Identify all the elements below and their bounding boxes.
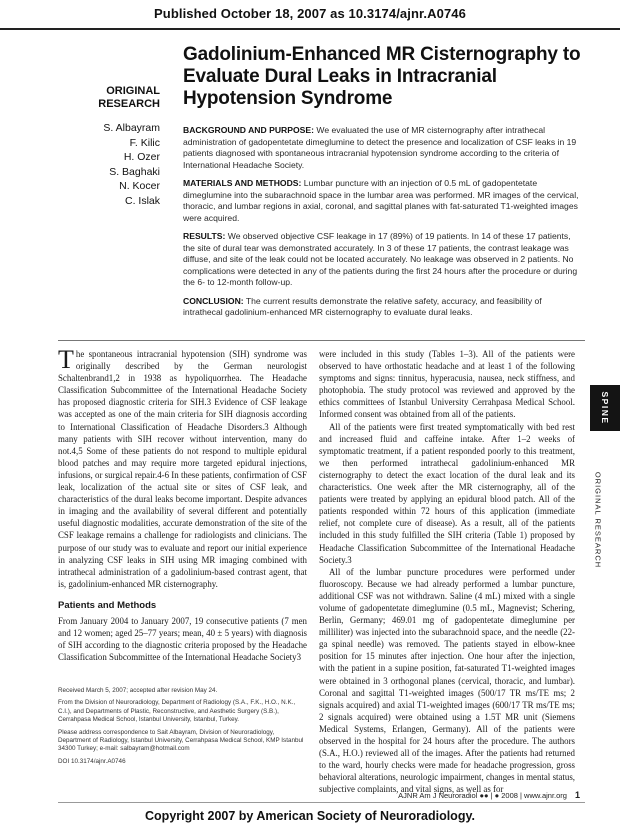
abstract-methods: MATERIALS AND METHODS: Lumbar puncture with an injection of 0.5 mL of gadopentetate dimeglumine into the subarachnoid space in the lumbar area was performed. MR images of the cervical, thoracic, and lumbar regions in axial, coronal, and sagittal planes with fat-saturated T1-weighted images were acquired. [183,178,579,223]
published-header: Published October 18, 2007 as 10.3174/ajnr.A0746 [154,6,466,21]
abstract-background: BACKGROUND AND PURPOSE: We evaluated the use of MR cisternography after intrathecal administration of gadopentetate dimeglumine to detect the presence and localization of CSF leaks in 19 patients diagnosed with spontaneous intracranial hypotension syndrome according to the criteria of International Headache Society. [183,125,577,170]
copyright-notice: Copyright 2007 by American Society of Neuroradiology. [145,809,475,823]
body-paragraph: were included in this study (Tables 1–3). All of the patients were observed to have orthostatic headache and at least 1 of the following symptoms and signs: tinnitus, hyperacusia, nausea, neck stiffness, and photophobia. The study protocol was reviewed and approved by the ethics committees of Istanbul University Cerrahpasa Medical School. Informed consent was obtained from all of the patients. [319,349,575,420]
correspondence-note: Please address correspondence to Sait Albayram, Division of Neuroradiology, Department of Radiology, Istanbul University, Cerrahpasa Medical School, KMP Istanbul 34300 Turkey; e-mail: salbayram@hotmail.com [58,728,304,753]
abstract-heading: BACKGROUND AND PURPOSE: [183,125,314,135]
abstract-heading: MATERIALS AND METHODS: [183,178,302,188]
methods-paragraph: From January 2004 to January 2007, 19 consecutive patients (7 men and 12 women; aged 25–77 years; mean, 40 ± 5 years) with diagnosis of SIH according to the diagnostic criteria proposed by the Headache Classification Subcommittee of the International Headache Society3 [58,615,307,663]
footnotes [58,687,308,770]
author: S. Albayram [103,122,160,134]
author: C. Islak [124,194,160,207]
article-title: Gadolinium-Enhanced MR Cisternography to Evaluate Dural Leaks in Intracranial Hypotension Syndrome [183,44,581,109]
author: N. Kocer [119,180,160,192]
body-column-right [319,348,575,795]
section-tab-spine: SPINE [590,385,620,431]
author: S. Baghaki [109,165,160,178]
doi-note: DOI 10.3174/ajnr.A0746 [58,757,126,765]
footer-rule [58,802,585,803]
received-note: Received March 5, 2007; accepted after revision May 24. [58,687,218,694]
abstract [183,125,583,326]
header-rule [0,28,620,30]
section-label-line-2: RESEARCH [98,98,160,110]
author: F. Kilic [129,136,160,149]
section-label [90,85,160,111]
abstract-results: RESULTS: We observed objective CSF leakage in 17 (89%) of 19 patients. In 14 of these 17 patients, the site of dural tear was demonstrated accurately. In 3 of these 17 patients, the contrast leakage was diffuse, and site of the leak could not be located accurately. No leakage was observed in 2 patients. No complications were detected in any of the patients during the first 24 hours after the procedure or during the 6- to 12-month follow-up. [183,231,578,287]
author-list [90,121,160,208]
page-number: 1 [574,790,580,800]
abstract-heading: CONCLUSION: [183,295,244,306]
abstract-heading: RESULTS: [183,231,226,241]
abstract-divider [58,340,585,341]
author: H. Ozer [123,151,160,163]
body-column-left [58,345,307,663]
abstract-conclusion: CONCLUSION: The current results demonstrate the relative safety, accuracy, and feasibility of intrathecal gadolinium-enhanced MR cisternography to evaluate dural leaks. [183,295,542,317]
body-paragraph: All of the patients were first treated symptomatically with bed rest and increased fluid and caffeine intake. After 1–2 weeks of symptomatic treatment, if a patient responded poorly to this treatment, we then performed intrathecal gadolinium-enhanced MR cisternography to detect the exact location of the dural leak and its characteristics. One week after the MR cisternography, all of the patients were treated by applying an epidural blood patch. All of the patients responded within 72 hours of this application (immediate relief, not complete cure of disease). As a result, all of the patients included in this study fulfilled the SIH criteria (Table 1) proposed by Headache Classification Subcommittee of the International Headache Society.3 [319,421,575,565]
section-label-line-1: ORIGINAL [106,85,160,97]
page-footer [310,790,580,800]
journal-citation: AJNR Am J Neuroradiol ●● | ● 2008 | www.ajnr.org [398,791,567,800]
affiliation-note: From the Division of Neuroradiology, Department of Radiology (S.A., F.K., H.O., N.K., C.I.), and Departments of Plastic, Reconstructive, and Aesthetic Surgery (S.B.), Cerrahpasa Medical School, Istanbul University, Istanbul, Turkey. [58,699,296,724]
section-heading: Patients and Methods [58,599,157,611]
drop-cap: T [58,345,74,374]
body-paragraph: All of the lumbar puncture procedures were performed under fluoroscopy. Because we had already performed a lumbar puncture, additional CSF was not withdrawn. Saline (4 mL) mixed with a single volume of gadopentetate dimeglumine (0.5 mL, Magnevist; Schering, Berlin, Germany; 469.01 mg of gadopentetate dimeglumine per milliliter) was injected into the subarachnoid space, and the needle (22-ga spinal needle) was removed. The patients stayed in elbow-knee position for 15 minutes after injection. One hour after the injection, with the patient in a supine position, fat-saturated T1-weighted images were obtained in 3 orthogonal planes (cervical, thoracic, and lumbar). Coronal and sagittal T1-weighted images (500/17 TR ms/TE ms; 2 signals acquired) and axial T1-weighted images (600/17 TR ms/TE ms; 2 signals acquired) were obtained using a 1.5T MR unit (Siemens Medical Systems, Erlangen, Germany). All of the patients were observed in the hospital for 24 hours after the procedure. The authors (S.A., H.O.) reviewed all of the images. After the patients had returned to the ward, hourly checks were made for headache progression, gross behavioral alterations, neurologic impairment, changes in mental status, subjective complaints, and vital signs, as well as for [319,566,575,795]
intro-paragraph: The spontaneous intracranial hypotension (SIH) syndrome was originally described by the German neurologist Schaltenbrand1,2 in 1938 as hypoliquorrhea. The Headache Classification Subcommittee of the International Headache Society has proposed diagnostic criteria for SIH.3 Evidence of CSF leakage was accepted as one of the main criteria for SIH diagnosis according to International Classification of Headache Disorders.3 Although many patients with SIH recover without intervention, many do not.4,5 Some of these patients do not respond to multiple epidural blood patches and may require more targeted epidural injections, infusions, or surgical repair.4-6 In these patients, confirmation of CSF leak, localization of the actual site or sites of CSF leak, and characteristics of the dural leaks become important. Despite advances in imaging and the availability of several different and potentially useful diagnostic modalities, accurate demonstration of the site of the CSF leakage remains a challenge for radiologists and clinicians. The purpose of our study was to evaluate and report our initial experience in analyzing CSF leaks in SIH using MR imaging combined with intrathecal administration of a gadolinium-based contrast agent, that is, gadolinium-enhanced MR cisternography. [58,345,307,589]
